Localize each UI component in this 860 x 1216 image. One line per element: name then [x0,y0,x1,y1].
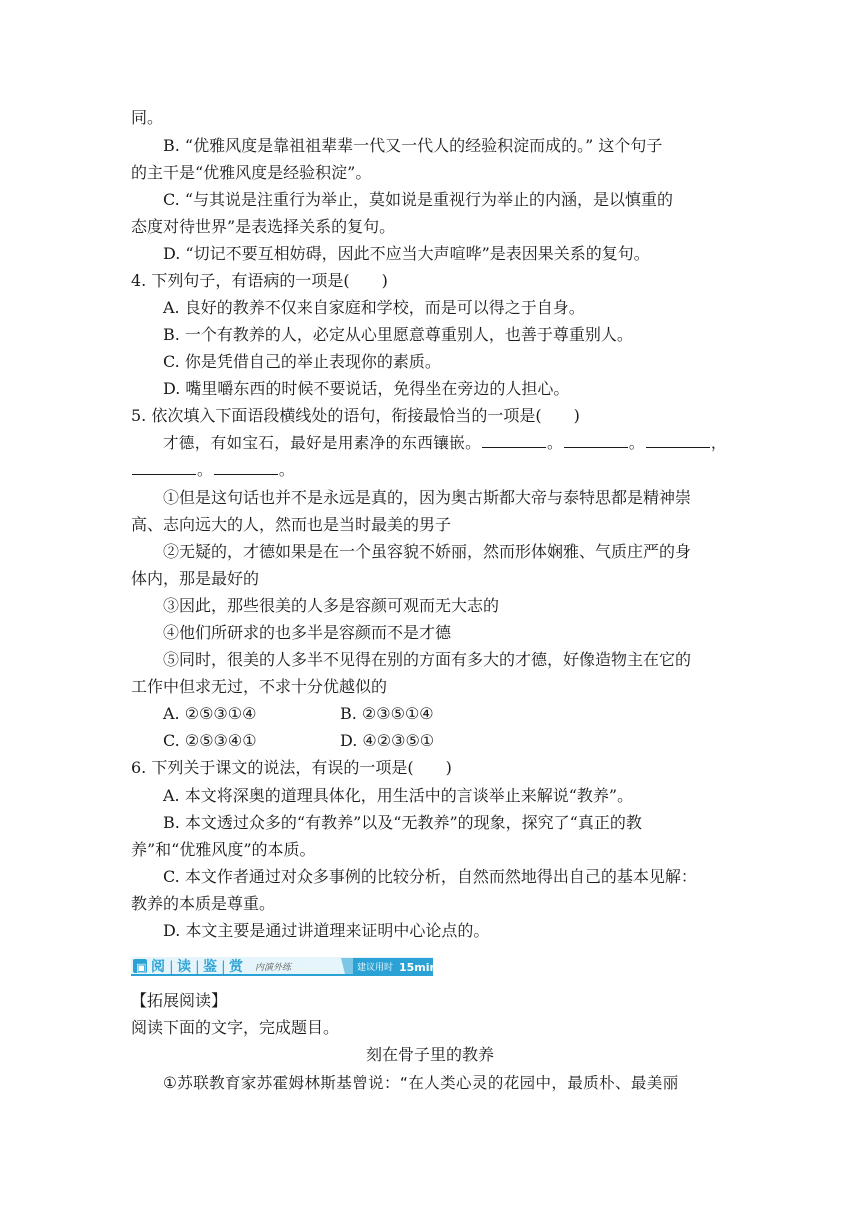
fill-in-passage-cont [131,460,295,480]
svg-text:|: | [169,959,174,975]
svg-text:|: | [221,959,226,975]
blank-line [646,433,710,448]
instruction: 阅读下面的文字，完成题目。 [131,1018,340,1037]
punct: 。 [197,461,213,479]
question-4: 4. 下列句子，有语病的一项是( ) [131,271,388,290]
text-line: C. “与其说是注重行为举止，莫如说是重视行为举止的内涵，是以慎重的 [163,190,674,209]
text-line: 态度对待世界”是表选择关系的复句。 [131,217,396,236]
option-d: D. 嘴里嚼东西的时候不要说话，免得坐在旁边的人担心。 [163,379,570,398]
option-b: B. 一个有教养的人，必定从心里愿意尊重别人，也善于尊重别人。 [163,325,633,344]
option-c: C. 你是凭借自己的举止表现你的素质。 [163,352,441,371]
punct: 。 [628,434,645,452]
section-heading: 【拓展阅读】 [131,991,228,1010]
option-d: D. 本文主要是通过讲道理来证明中心论点的。 [163,921,490,940]
text-line: 教养的本质是尊重。 [131,894,276,913]
time-value: 15min [399,961,438,974]
text-line: 同。 [131,108,164,127]
punct: ， [710,434,727,452]
choice-d: D. ④②③⑤① [340,731,435,750]
banner-char: 阅 [151,959,165,975]
banner-subtitle: 内演外练 [255,963,292,973]
fill-in-passage [163,433,727,453]
question-5: 5. 依次填入下面语段横线处的语句，衔接最恰当的一项是( ) [131,406,580,425]
banner-char: 读 [177,959,191,975]
punct: 。 [278,461,295,479]
option-a: A. 良好的教养不仅来自家庭和学校，而是可以得之于自身。 [163,298,585,317]
blank-line [132,460,196,475]
blank-line [482,433,546,448]
blank-line [214,460,278,475]
banner-char: 赏 [229,959,243,975]
text-line: D. “切记不要互相妨碍，因此不应当大声喧哗”是表因果关系的复句。 [163,244,650,263]
article-paragraph: ①苏联教育家苏霍姆林斯基曾说：“在人类心灵的花园中，最质朴、最美丽 [163,1074,679,1092]
svg-text:|: | [195,959,200,975]
sentence-1: ①但是这句话也并不是永远是真的，因为奥古斯都大帝与泰特思都是精神崇 [163,488,692,507]
sentence-5: ⑤同时，很美的人多半不见得在别的方面有多大的才德，好像造物主在它的 [163,650,692,669]
reading-section-banner [131,955,438,977]
option-c: C. 本文作者通过对众多事例的比较分析，自然而然地得出自己的基本见解： [163,867,697,886]
text-line: 工作中但求无过，不求十分优越似的 [131,677,388,696]
banner-graphic [131,955,438,977]
sentence-4: ④他们所研求的也多半是容颜而不是才德 [163,623,452,642]
text-line: B. “优雅风度是靠祖祖辈辈一代又一代人的经验积淀而成的。” 这个句子 [163,136,663,155]
option-a: A. 本文将深奥的道理具体化，用生活中的言谈举止来解说“教养”。 [163,786,634,805]
option-b: B. 本文透过众多的“有教养”以及“无教养”的现象，探究了“真正的教 [163,813,642,832]
choice-b: B. ②③⑤①④ [340,704,434,723]
text-line: 体内，那是最好的 [131,569,260,588]
sentence-3: ③因此，那些很美的人多是容颜可观而无大志的 [163,596,500,615]
blank-line [564,433,628,448]
passage-text: 才德，有如宝石，最好是用素净的东西镶嵌。 [163,434,482,452]
text-line: 养”和“优雅风度”的本质。 [131,840,316,859]
text-line: 的主干是“优雅风度是经验积淀”。 [131,163,372,182]
time-label: 建议用时 [357,963,394,973]
choice-a: A. ②⑤③①④ [163,704,257,723]
choice-c: C. ②⑤③④① [163,731,257,750]
svg-text:▣: ▣ [136,961,147,974]
banner-char: 鉴 [203,959,217,975]
text-line: 高、志向远大的人，然而也是当时最美的男子 [131,515,452,534]
article-title: 刻在骨子里的教养 [365,1045,494,1064]
sentence-2: ②无疑的，才德如果是在一个虽容貌不娇丽，然而形体娴雅、气质庄严的身 [163,542,692,561]
punct: 。 [547,434,563,452]
question-6: 6. 下列关于课文的说法，有误的一项是( ) [131,758,452,777]
